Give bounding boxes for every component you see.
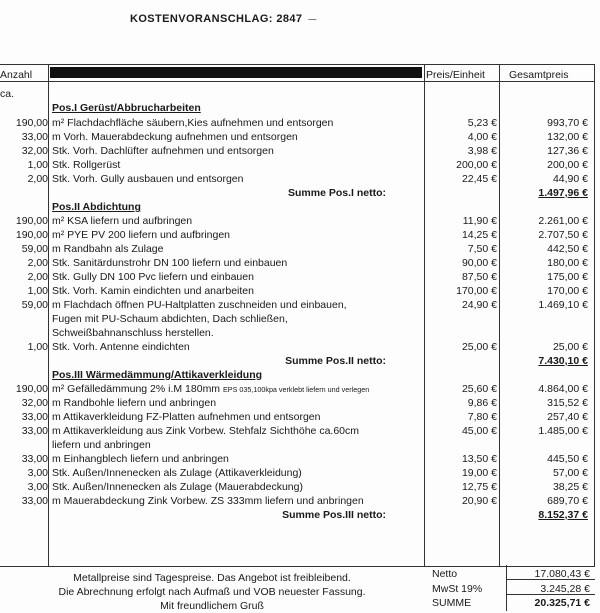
item-total-price: 175,00 €: [547, 271, 588, 283]
table-row: [0, 257, 594, 270]
item-description: Stk. Außen/Innenecken als Zulage (Attikaverkleidung): [52, 467, 302, 479]
item-unit-price: 90,00 €: [461, 257, 497, 269]
section-heading: [0, 369, 594, 382]
table-row: [0, 131, 594, 144]
subtotal-label: Summe Pos.I netto:: [287, 187, 386, 199]
table-row: [0, 145, 594, 158]
item-quantity: 32,00: [21, 397, 48, 409]
item-unit-price: 11,90 €: [462, 215, 497, 227]
item-total-price: 4.864,00 €: [538, 383, 588, 395]
item-unit-price: 25,60 €: [461, 383, 497, 395]
item-unit-price: 14,25 €: [461, 229, 497, 241]
item-description: m Randbohle liefern und anbringen: [52, 397, 217, 409]
item-description: m Mauerabdeckung Zink Vorbew. ZS 333mm liefern und anbringen: [52, 495, 364, 507]
item-total-price: 44,90 €: [552, 173, 588, 185]
subtotal-label: Summe Pos.III netto:: [282, 509, 386, 521]
item-description: m Randbahn als Zulage: [52, 243, 164, 255]
item-unit-price: 25,00 €: [461, 341, 497, 353]
item-quantity: 190,00: [15, 215, 48, 227]
document-title: [130, 13, 317, 25]
summary-net-value: 17.080,43 €: [534, 568, 590, 580]
item-quantity: 2,00: [27, 271, 48, 283]
subtotal-row: [0, 355, 594, 368]
table-row: [0, 481, 594, 494]
header-qty: Anzahl: [0, 69, 33, 81]
table-row: [0, 397, 594, 410]
item-description: Stk. Außen/Innenecken als Zulage (Mauerabdeckung): [52, 481, 303, 493]
table-row: [0, 411, 594, 424]
item-quantity: 33,00: [21, 453, 48, 465]
item-unit-price: 45,00 €: [461, 425, 497, 437]
table-row: [0, 341, 594, 354]
item-quantity: 2,00: [27, 257, 48, 269]
item-quantity: 33,00: [21, 495, 48, 507]
item-quantity: 190,00: [15, 229, 48, 241]
summary-vat-value: 3.245,28 €: [540, 583, 590, 595]
item-total-price: 200,00 €: [547, 159, 588, 171]
item-description: Stk. Vorh. Dachlüfter aufnehmen und entsorgen: [52, 145, 274, 157]
item-unit-price: 9,86 €: [467, 397, 497, 409]
item-total-price: 180,00 €: [547, 257, 588, 269]
cost-estimate-table: [0, 64, 595, 567]
item-total-price: 257,40 €: [547, 411, 588, 423]
item-description: m² KSA liefern und aufbringen: [52, 215, 193, 227]
item-quantity: 33,00: [21, 131, 48, 143]
table-row: [0, 271, 594, 284]
item-quantity: 190,00: [15, 383, 48, 395]
table-row: [0, 439, 594, 452]
subtotal-value: 8.152,37 €: [538, 509, 588, 521]
table-row: [0, 313, 594, 326]
table-row: [0, 327, 594, 340]
item-description: Fugen mit PU-Schaum abdichten, Dach schließen,: [52, 313, 288, 325]
item-total-price: 689,70 €: [547, 495, 588, 507]
item-description: Stk. Vorh. Gully ausbauen und entsorgen: [52, 173, 244, 185]
item-quantity: 59,00: [21, 299, 48, 311]
item-unit-price: 20,90 €: [461, 495, 497, 507]
footer-greeting: Mit freundlichem Gruß: [160, 600, 264, 612]
item-unit-price: 4,00 €: [467, 131, 497, 143]
item-quantity: 59,00: [21, 243, 48, 255]
item-quantity: 1,00: [27, 341, 48, 353]
table-row: [0, 425, 594, 438]
summary-net-label: Netto: [432, 568, 458, 580]
item-description: m Flachdach öffnen PU-Haltplatten zuschneiden und einbauen,: [52, 299, 347, 311]
table-row: [0, 285, 594, 298]
item-quantity: 32,00: [21, 145, 48, 157]
item-unit-price: 170,00 €: [456, 285, 497, 297]
subtotal-value: 1.497,96 €: [538, 187, 588, 199]
item-description: Stk. Vorh. Antenne eindichten: [52, 341, 190, 353]
table-row: [0, 173, 594, 186]
item-unit-price: 22,45 €: [461, 173, 497, 185]
item-description: m Attikaverkleidung FZ-Platten aufnehmen und entsorgen: [52, 411, 321, 423]
item-description: liefern und anbringen: [52, 439, 151, 451]
redacted-customer-block: [50, 67, 422, 78]
item-total-price: 132,00 €: [547, 131, 588, 143]
table-row: [0, 453, 594, 466]
header-unit-price: Preis/Einheit: [426, 69, 485, 81]
item-description: m Attikaverkleidung aus Zink Vorbew. Stehfalz Sichthöhe ca.60cm: [52, 425, 359, 437]
item-description: [52, 383, 369, 396]
item-total-price: 445,50 €: [547, 453, 588, 465]
item-total-price: 2.707,50 €: [538, 229, 588, 241]
table-row: [0, 467, 594, 480]
subtotal-row: [0, 509, 594, 522]
item-description: m² PYE PV 200 liefern und aufbringen: [52, 229, 231, 241]
item-quantity: 33,00: [21, 411, 48, 423]
item-total-price: 127,36 €: [547, 145, 588, 157]
subtotal-label: Summe Pos.II netto:: [285, 355, 386, 367]
item-description: m² Flachdachfläche säubern,Kies aufnehmen und entsorgen: [52, 117, 334, 129]
item-quantity: 190,00: [15, 117, 48, 129]
section-title: Pos.I Gerüst/Abbrucharbeiten: [52, 102, 201, 114]
item-quantity: 2,00: [27, 173, 48, 185]
item-unit-price: 12,75 €: [461, 481, 497, 493]
subtotal-row: [0, 187, 594, 200]
item-unit-price: 87,50 €: [461, 271, 497, 283]
table-row: [0, 383, 594, 396]
section-heading: [0, 201, 594, 214]
item-unit-price: 24,90 €: [461, 299, 497, 311]
item-unit-price: 3,98 €: [467, 145, 497, 157]
item-description: Stk. Rollgerüst: [52, 159, 121, 171]
item-total-price: 1.485,00 €: [538, 425, 588, 437]
section-title: Pos.III Wärmedämmung/Attikaverkleidung: [52, 369, 263, 381]
item-unit-price: 19,00 €: [461, 467, 497, 479]
section-title: Pos.II Abdichtung: [52, 201, 141, 213]
item-description: Stk. Sanitärdunstrohr DN 100 liefern und einbauen: [52, 257, 288, 269]
summary-total-label: SUMME: [432, 597, 472, 609]
item-total-price: 442,50 €: [547, 243, 588, 255]
item-total-price: 170,00 €: [547, 285, 588, 297]
header-divider: [0, 81, 594, 82]
item-quantity: 33,00: [21, 425, 48, 437]
document-title-text: KOSTENVORANSCHLAG: 2847: [130, 13, 303, 25]
item-unit-price: 200,00 €: [456, 159, 497, 171]
item-unit-price: 13,50 €: [461, 453, 497, 465]
table-row: [0, 299, 594, 312]
table-row: [0, 243, 594, 256]
item-quantity: 3,00: [27, 481, 48, 493]
item-quantity: 1,00: [27, 285, 48, 297]
item-description: m Vorh. Mauerabdeckung aufnehmen und entsorgen: [52, 131, 298, 143]
summary-total-value: 20.325,71 €: [534, 597, 590, 609]
table-row: [0, 215, 594, 228]
item-total-price: 993,70 €: [547, 117, 588, 129]
item-unit-price: 7,50 €: [467, 243, 497, 255]
item-description: Stk. Vorh. Kamin eindichten und anarbeiten: [52, 285, 254, 297]
title-separator: —: [308, 15, 317, 24]
item-description-main: m² Gefälledämmung 2% i.M 180mm: [52, 383, 221, 395]
item-quantity: 1,00: [27, 159, 48, 171]
item-unit-price: 7,80 €: [467, 411, 497, 423]
table-row: [0, 117, 594, 130]
qty-note: ca.: [0, 88, 15, 100]
item-unit-price: 5,23 €: [467, 117, 497, 129]
item-description: Stk. Gully DN 100 Pvc liefern und einbauen: [52, 271, 254, 283]
item-total-price: 38,25 €: [552, 481, 588, 493]
item-quantity: 3,00: [27, 467, 48, 479]
item-total-price: 57,00 €: [552, 467, 588, 479]
footer-note-prices: Metallpreise sind Tagespreise. Das Angebot ist freibleibend.: [73, 572, 351, 584]
header-total-price: Gesamtpreis: [509, 69, 569, 81]
table-row: [0, 159, 594, 172]
item-total-price: 2.261,00 €: [538, 215, 588, 227]
subtotal-value: 7.430,10 €: [538, 355, 588, 367]
table-row: [0, 495, 594, 508]
item-description: Schweißbahnanschluss herstellen.: [52, 327, 214, 339]
item-total-price: 25,00 €: [552, 341, 588, 353]
section-heading: [0, 102, 594, 115]
item-total-price: 315,52 €: [547, 397, 588, 409]
item-description-detail: EPS 035,100kpa verklebt liefern und verlegen: [222, 385, 370, 394]
item-total-price: 1.469,10 €: [538, 299, 588, 311]
footer-note-billing: Die Abrechnung erfolgt nach Aufmaß und VOB neuester Fassung.: [58, 586, 366, 598]
summary-vat-label: MwSt 19%: [432, 583, 483, 595]
item-description: m Einhangblech liefern und anbringen: [52, 453, 229, 465]
table-row: [0, 229, 594, 242]
